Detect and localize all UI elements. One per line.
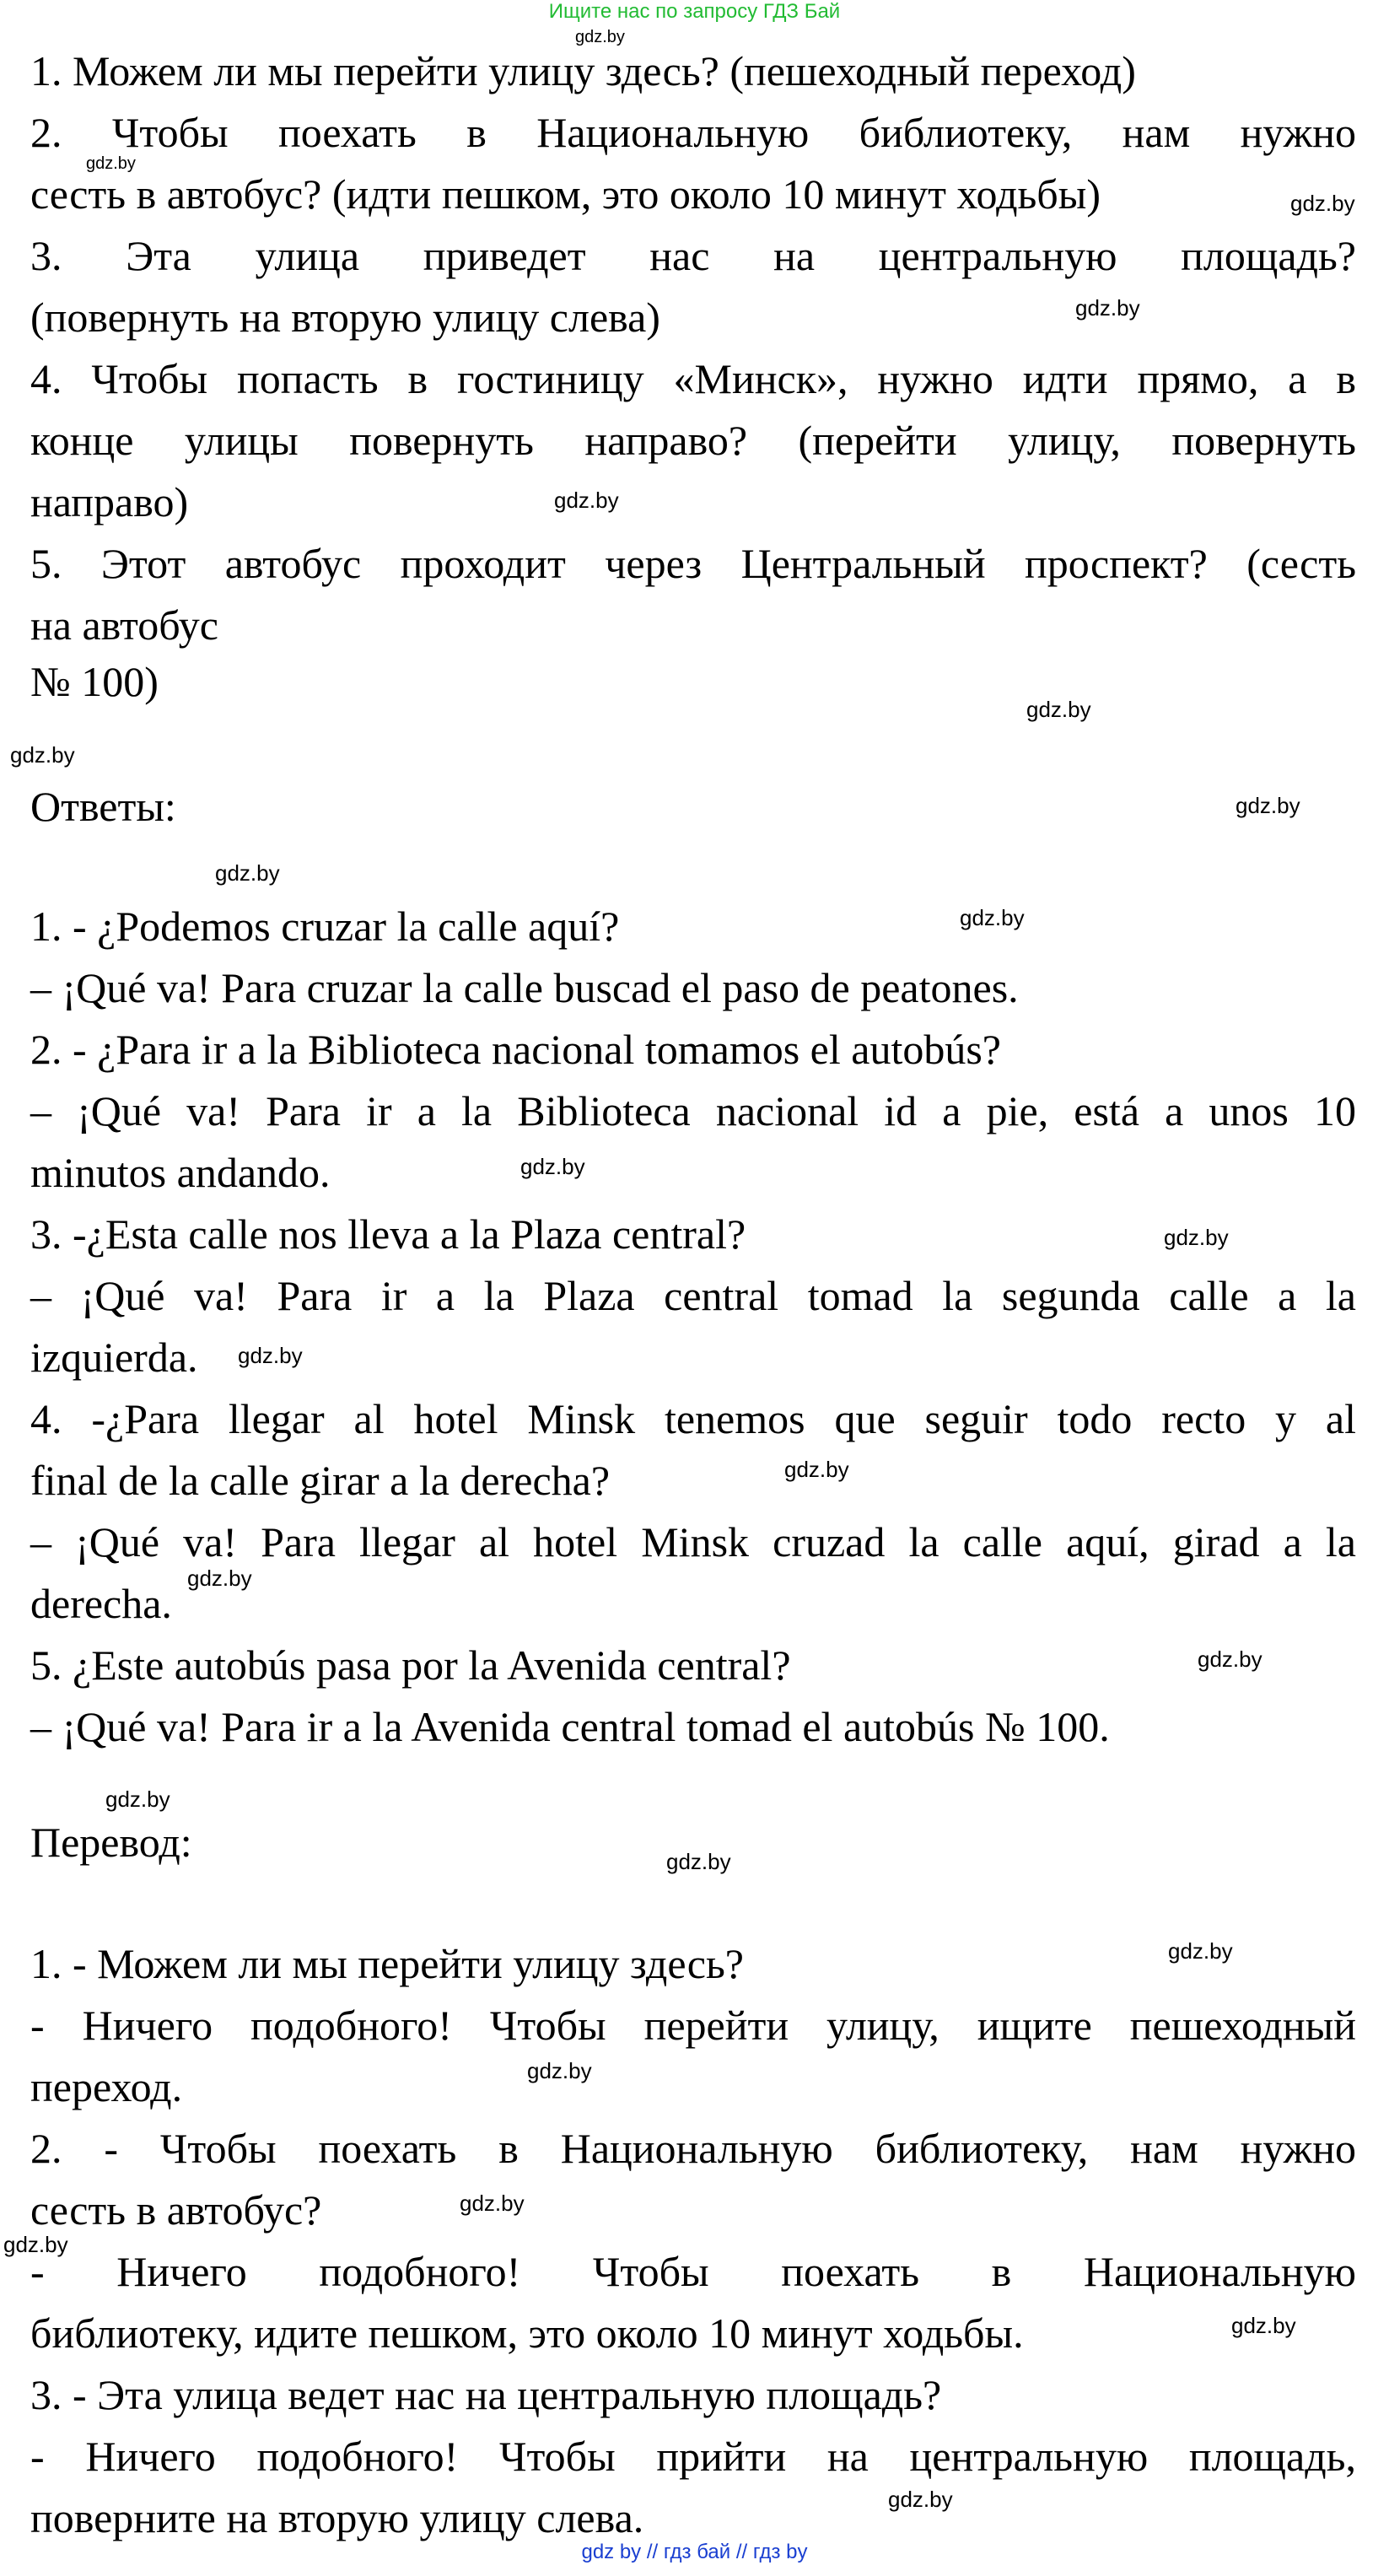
answer-1-question: 1. - ¿Podemos cruzar la calle aquí?	[30, 903, 620, 950]
question-3-line-1: 3. Эта улица приведет нас на центральную площадь?	[30, 232, 1356, 279]
watermark: gdz.by	[1026, 697, 1091, 722]
question-4-line-2: конце улицы повернуть направо? (перейти улицу, повернуть	[30, 417, 1356, 464]
answer-5-question: 5. ¿Este autobús pasa por la Avenida central?	[30, 1641, 791, 1689]
translation-3-reply-line-2: поверните на вторую улицу слева.	[30, 2494, 644, 2541]
watermark: gdz.by	[520, 1154, 585, 1179]
question-4-line-3: направо)	[30, 478, 189, 525]
watermark: gdz.by	[187, 1566, 252, 1591]
site-footer-links[interactable]: gdz by // гдз бай // гдз by	[581, 2541, 808, 2563]
answer-3-reply-line-1: – ¡Qué va! Para ir a la Plaza central tomad la segunda calle a la	[30, 1272, 1356, 1319]
translation-3-reply-line-1: - Ничего подобного! Чтобы прийти на центральную площадь,	[30, 2433, 1356, 2480]
translation-heading: Перевод:	[30, 1819, 192, 1866]
watermark: gdz.by	[1164, 1225, 1229, 1250]
translation-2-question-line-2: сесть в автобус?	[30, 2186, 322, 2234]
translation-2-reply-line-1: - Ничего подобного! Чтобы поехать в Национальную	[30, 2248, 1356, 2295]
watermark: gdz.by	[1236, 793, 1300, 818]
watermark: gdz.by	[3, 2232, 68, 2257]
question-5-line-1: 5. Этот автобус проходит через Центральный проспект? (сесть	[30, 540, 1356, 587]
watermark: gdz.by	[10, 742, 75, 768]
watermark: gdz.by	[575, 28, 625, 46]
translation-2-question-line-1: 2. - Чтобы поехать в Национальную библиотеку, нам нужно	[30, 2125, 1356, 2172]
watermark: gdz.by	[784, 1457, 849, 1482]
translation-1-reply-line-2: переход.	[30, 2063, 183, 2110]
translation-2-reply-line-2: библиотеку, идите пешком, это около 10 минут ходьбы.	[30, 2309, 1024, 2357]
watermark: gdz.by	[1290, 191, 1355, 216]
translation-3-question: 3. - Эта улица ведет нас на центральную площадь?	[30, 2371, 942, 2418]
watermark: gdz.by	[86, 154, 136, 173]
answer-4-question-line-1: 4. -¿Para llegar al hotel Minsk tenemos que seguir todo recto y al	[30, 1395, 1356, 1442]
answer-2-reply-line-1: – ¡Qué va! Para ir a la Biblioteca nacional id a pie, está a unos 10	[30, 1087, 1356, 1134]
watermark: gdz.by	[1231, 2313, 1296, 2338]
question-3-line-2: (повернуть на вторую улицу слева)	[30, 294, 660, 341]
answer-2-reply-line-2: minutos andando.	[30, 1149, 331, 1196]
watermark: gdz.by	[666, 1849, 731, 1874]
question-5-line-3: № 100)	[30, 658, 159, 705]
watermark: gdz.by	[238, 1343, 303, 1368]
question-5-line-2: на автобус	[30, 601, 218, 649]
watermark: gdz.by	[1198, 1646, 1262, 1672]
translation-1-question: 1. - Можем ли мы перейти улицу здесь?	[30, 1940, 744, 1987]
answers-heading: Ответы:	[30, 783, 176, 830]
watermark: gdz.by	[527, 2058, 592, 2083]
watermark: gdz.by	[1168, 1938, 1233, 1964]
watermark: gdz.by	[554, 488, 619, 513]
answer-3-question: 3. -¿Esta calle nos lleva a la Plaza central?	[30, 1210, 746, 1258]
answer-5-reply: – ¡Qué va! Para ir a la Avenida central tomad el autobús № 100.	[30, 1703, 1110, 1750]
watermark: gdz.by	[105, 1786, 170, 1812]
answer-2-question: 2. - ¿Para ir a la Biblioteca nacional tomamos el autobús?	[30, 1026, 1002, 1073]
question-1-line-1: 1. Можем ли мы перейти улицу здесь? (пешеходный переход)	[30, 47, 1136, 94]
answer-4-reply-line-2: derecha.	[30, 1580, 172, 1627]
question-4-line-1: 4. Чтобы попасть в гостиницу «Минск», нужно идти прямо, а в	[30, 355, 1356, 402]
watermark: gdz.by	[460, 2191, 525, 2216]
answer-3-reply-line-2: izquierda.	[30, 1334, 198, 1381]
translation-1-reply-line-1: - Ничего подобного! Чтобы перейти улицу, ищите пешеходный	[30, 2002, 1356, 2049]
watermark: gdz.by	[960, 905, 1025, 930]
site-header-banner[interactable]: Ищите нас по запросу ГДЗ Бай	[548, 0, 841, 23]
watermark: gdz.by	[888, 2487, 953, 2512]
watermark: gdz.by	[1075, 295, 1140, 321]
question-2-line-2: сесть в автобус? (идти пешком, это около 10 минут ходьбы)	[30, 170, 1101, 218]
answer-4-question-line-2: final de la calle girar a la derecha?	[30, 1457, 611, 1504]
question-2-line-1: 2. Чтобы поехать в Национальную библиотеку, нам нужно	[30, 109, 1356, 156]
answer-4-reply-line-1: – ¡Qué va! Para llegar al hotel Minsk cruzad la calle aquí, girad a la	[30, 1518, 1356, 1566]
answer-1-reply: – ¡Qué va! Para cruzar la calle buscad el paso de peatones.	[30, 964, 1019, 1011]
watermark: gdz.by	[215, 860, 280, 886]
